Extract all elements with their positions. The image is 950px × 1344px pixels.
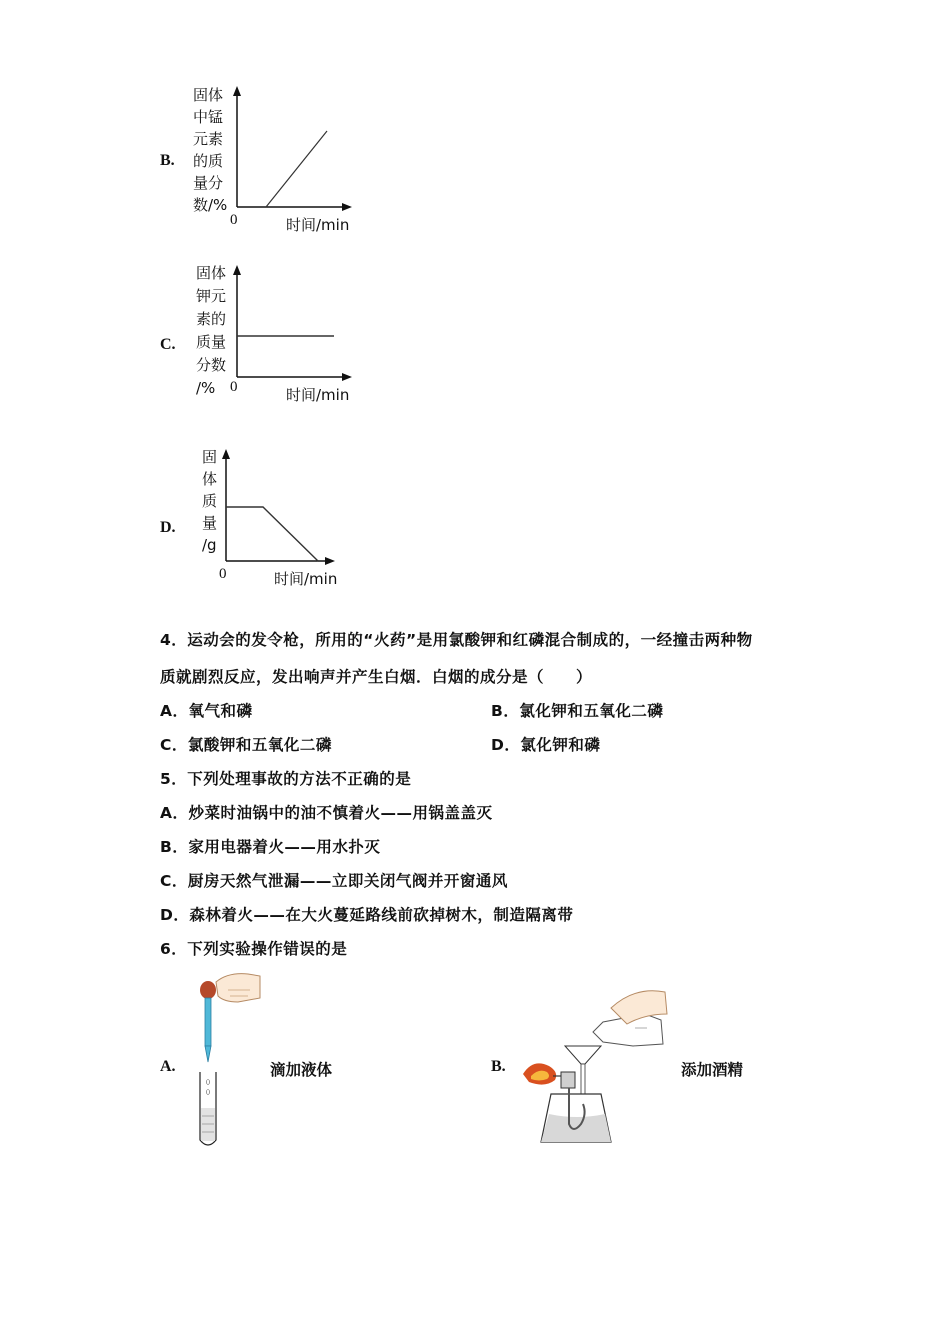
option-d[interactable]: D．氯化钾和磷	[491, 736, 601, 754]
option-c[interactable]: C．氯酸钾和五氧化二磷	[160, 736, 332, 754]
question-stem: 5．下列处理事故的方法不正确的是	[160, 770, 412, 788]
graph-d-axes	[0, 0, 950, 600]
data-line	[226, 507, 318, 561]
x-axis-label: 时间/min	[286, 216, 350, 234]
origin-label: 0	[230, 379, 238, 395]
y-axis-label: 固体 钾元 素的 质量 分数 /%	[196, 264, 227, 397]
option-d[interactable]: D．森林着火——在大火蔓延路线前砍掉树木，制造隔离带	[160, 906, 574, 924]
option-letter: C.	[160, 336, 176, 353]
y-axis-label: 固体 中锰 元素 的质 量分 数/%	[193, 86, 228, 214]
option-letter: B.	[491, 1058, 506, 1075]
question-stem: 6．下列实验操作错误的是	[160, 940, 348, 958]
option-b[interactable]: B．家用电器着火——用水扑灭	[160, 838, 381, 856]
option-letter: A.	[160, 1058, 176, 1075]
question-stem-line-2: 质就剧烈反应，发出响声并产生白烟．白烟的成分是（ ）	[160, 668, 593, 686]
x-axis-label: 时间/min	[274, 570, 338, 588]
option-c[interactable]: C．厨房天然气泄漏——立即关闭气阀并开窗通风	[160, 872, 508, 890]
origin-label: 0	[230, 212, 238, 228]
option-a[interactable]: A．氧气和磷	[160, 702, 253, 720]
option-caption: 添加酒精	[681, 1061, 744, 1079]
question-stem-line-1: 4．运动会的发令枪，所用的“火药”是用氯酸钾和红磷混合制成的，一经撞击两种物	[160, 631, 753, 649]
dropper-illustration	[188, 968, 268, 1153]
y-axis-label: 固 体 质 量 /g	[202, 448, 218, 554]
origin-label: 0	[219, 566, 227, 582]
alcohol-lamp-illustration	[515, 984, 675, 1154]
x-axis-label: 时间/min	[286, 386, 350, 404]
option-letter: D.	[160, 519, 176, 536]
option-b[interactable]: B．氯化钾和五氧化二磷	[491, 702, 664, 720]
option-caption: 滴加液体	[270, 1061, 333, 1079]
option-a[interactable]: A．炒菜时油锅中的油不慎着火——用锅盖盖灭	[160, 804, 493, 822]
option-letter: B.	[160, 152, 175, 169]
